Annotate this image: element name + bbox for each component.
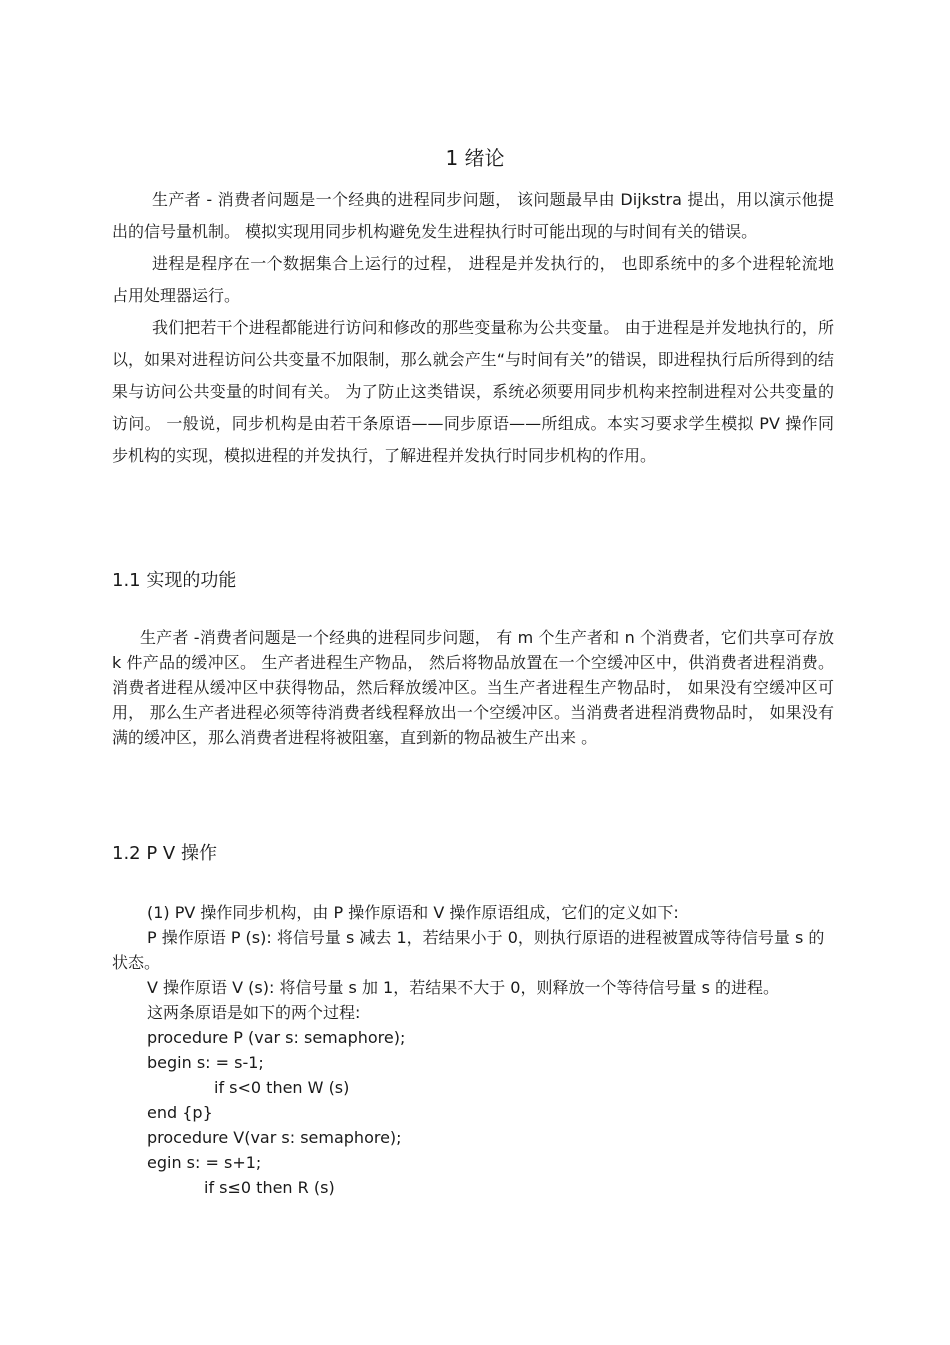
section-1-1-paragraph: 生产者 -消费者问题是一个经典的进程同步问题， 有 m 个生产者和 n 个消费者，它们共享可存放 k 件产品的缓冲区。 生产者进程生产物品， 然后将物品放置在一个空缓冲区中，供消费者进程消费。消费者进程从缓冲区中获得物品，然后释放缓冲区。当生产者进程生产物品时， 如果没有空缓冲区可用， 那么生产者进程必须等待消费者线程释放出一个空缓冲区。当消费者进程消费物品时， 如果没有满的缓冲区，那么消费者进程将被阻塞，直到新的物品被生产出来 。 <box>112 628 834 747</box>
section-1-1-heading: 1.1 实现的功能 <box>112 570 237 591</box>
intro-paragraph-1: 生产者 - 消费者问题是一个经典的进程同步问题， 该问题最早由 Dijkstra 提出，用以演示他提出的信号量机制。 模拟实现用同步机构避免发生进程执行时可能出现的与时间有关的错误。 <box>112 190 834 241</box>
code-line: egin s: = s+1; <box>147 1153 262 1172</box>
code-line: procedure P (var s: semaphore); <box>147 1028 406 1047</box>
procedures-intro: 这两条原语是如下的两个过程: <box>147 1003 361 1022</box>
code-line: if s<0 then W (s) <box>214 1078 350 1097</box>
code-line: procedure V(var s: semaphore); <box>147 1128 402 1147</box>
section-1-1-body <box>112 625 834 750</box>
code-line: begin s: = s-1; <box>147 1053 264 1072</box>
p-operation-definition: P 操作原语 P (s): 将信号量 s 减去 1，若结果小于 0，则执行原语的进程被置成等待信号量 s 的状态。 <box>112 928 825 972</box>
chapter-title: 1 绪论 <box>445 146 505 170</box>
code-line: if s≤0 then R (s) <box>204 1178 335 1197</box>
v-operation-definition: V 操作原语 V (s): 将信号量 s 加 1，若结果不大于 0，则释放一个等待信号量 s 的进程。 <box>147 978 779 997</box>
pv-definition-line: (1) PV 操作同步机构，由 P 操作原语和 V 操作原语组成，它们的定义如下: <box>147 903 679 922</box>
section-1-2-body <box>112 900 834 1200</box>
code-line: end {p} <box>147 1103 213 1122</box>
intro-paragraph-3: 我们把若干个进程都能进行访问和修改的那些变量称为公共变量。 由于进程是并发地执行的，所以，如果对进程访问公共变量不加限制，那么就会产生“与时间有关”的错误，即进程执行后所得到的结果与访问公共变量的时间有关。 为了防止这类错误，系统必须要用同步机构来控制进程对公共变量的访问。 一般说，同步机构是由若干条原语——同步原语——所组成。本实习要求学生模拟 PV 操作同步机构的实现，模拟进程的并发执行，了解进程并发执行时同步机构的作用。 <box>112 318 834 465</box>
intro-section <box>112 184 834 472</box>
section-1-2-heading: 1.2 P V 操作 <box>112 843 217 864</box>
intro-paragraph-2: 进程是程序在一个数据集合上运行的过程， 进程是并发执行的， 也即系统中的多个进程轮流地占用处理器运行。 <box>112 254 834 305</box>
